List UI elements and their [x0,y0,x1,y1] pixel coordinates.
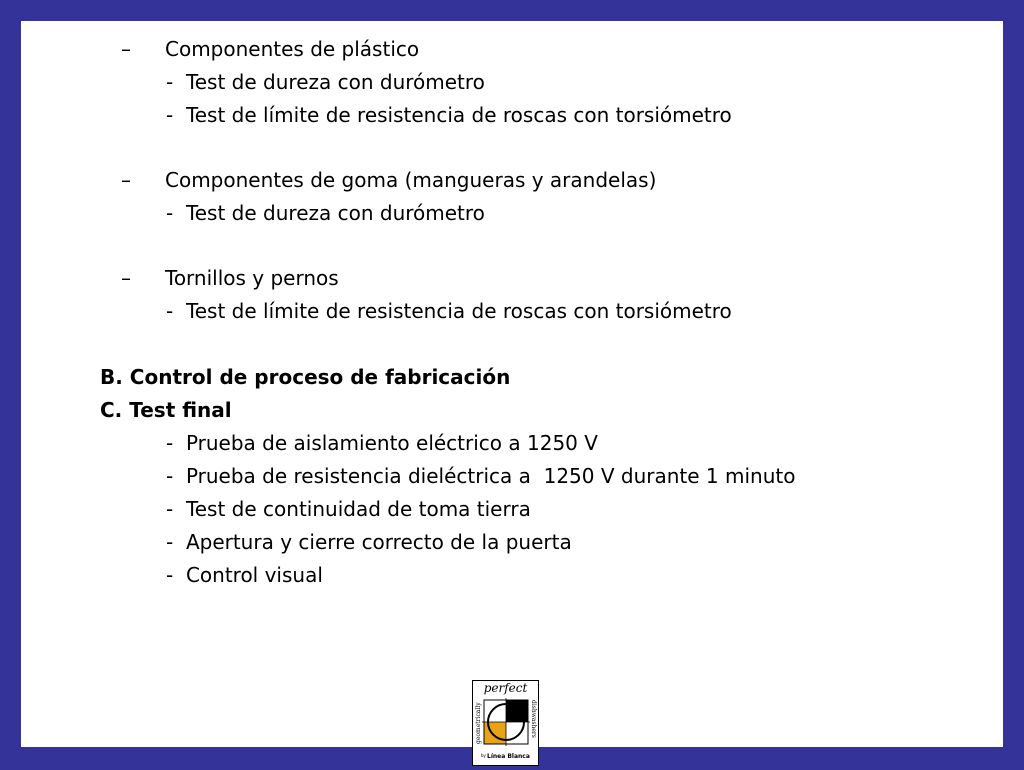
perfect-linea-blanca-logo [472,680,539,766]
dash: - [166,563,174,587]
test-item [166,299,732,323]
logo-brand: Línea Blanca [487,753,530,760]
test-label: Test de continuidad de toma tierra [185,497,531,521]
test-label: Test de dureza con durómetro [185,70,485,94]
logo-right-text: dishwashers [530,700,537,738]
test-item [166,530,572,554]
dash: - [166,201,174,225]
logo-by: by [481,753,486,758]
dash: - [166,464,174,488]
test-item [166,201,485,225]
subsection-marker: – [121,37,131,61]
section-c-heading: C. Test final [100,398,232,422]
test-label: Prueba de aislamiento eléctrico a 1250 V [185,431,598,455]
dash: - [166,530,174,554]
test-item [166,497,531,521]
test-label: Prueba de resistencia dieléctrica a 1250 V durante 1 minuto [185,464,796,488]
dash: - [166,497,174,521]
test-item [166,103,732,127]
dash: - [166,431,174,455]
subsection-marker: – [121,266,131,290]
logo-mark-icon [482,698,530,746]
slide [21,21,1003,760]
dash: - [166,103,174,127]
test-item [166,431,598,455]
dash: - [166,70,174,94]
test-item [166,563,323,587]
section-b-heading: B. Control de proceso de fabricación [100,365,511,389]
test-label: Test de límite de resistencia de roscas con torsiómetro [185,299,732,323]
logo-word: perfect [483,681,528,695]
logo-left-text: geometrically [475,702,482,744]
test-label: Test de dureza con durómetro [185,201,485,225]
test-item [166,464,795,488]
subsection-label: Tornillos y pernos [165,266,339,290]
test-label: Apertura y cierre correcto de la puerta [185,530,572,554]
subsection-marker: – [121,168,131,192]
dash: - [166,299,174,323]
test-label: Test de límite de resistencia de roscas con torsiómetro [185,103,732,127]
test-item [166,70,485,94]
subsection-label: Componentes de goma (mangueras y arandelas) [165,168,657,192]
subsection-label: Componentes de plástico [165,37,420,61]
test-label: Control visual [185,563,323,587]
